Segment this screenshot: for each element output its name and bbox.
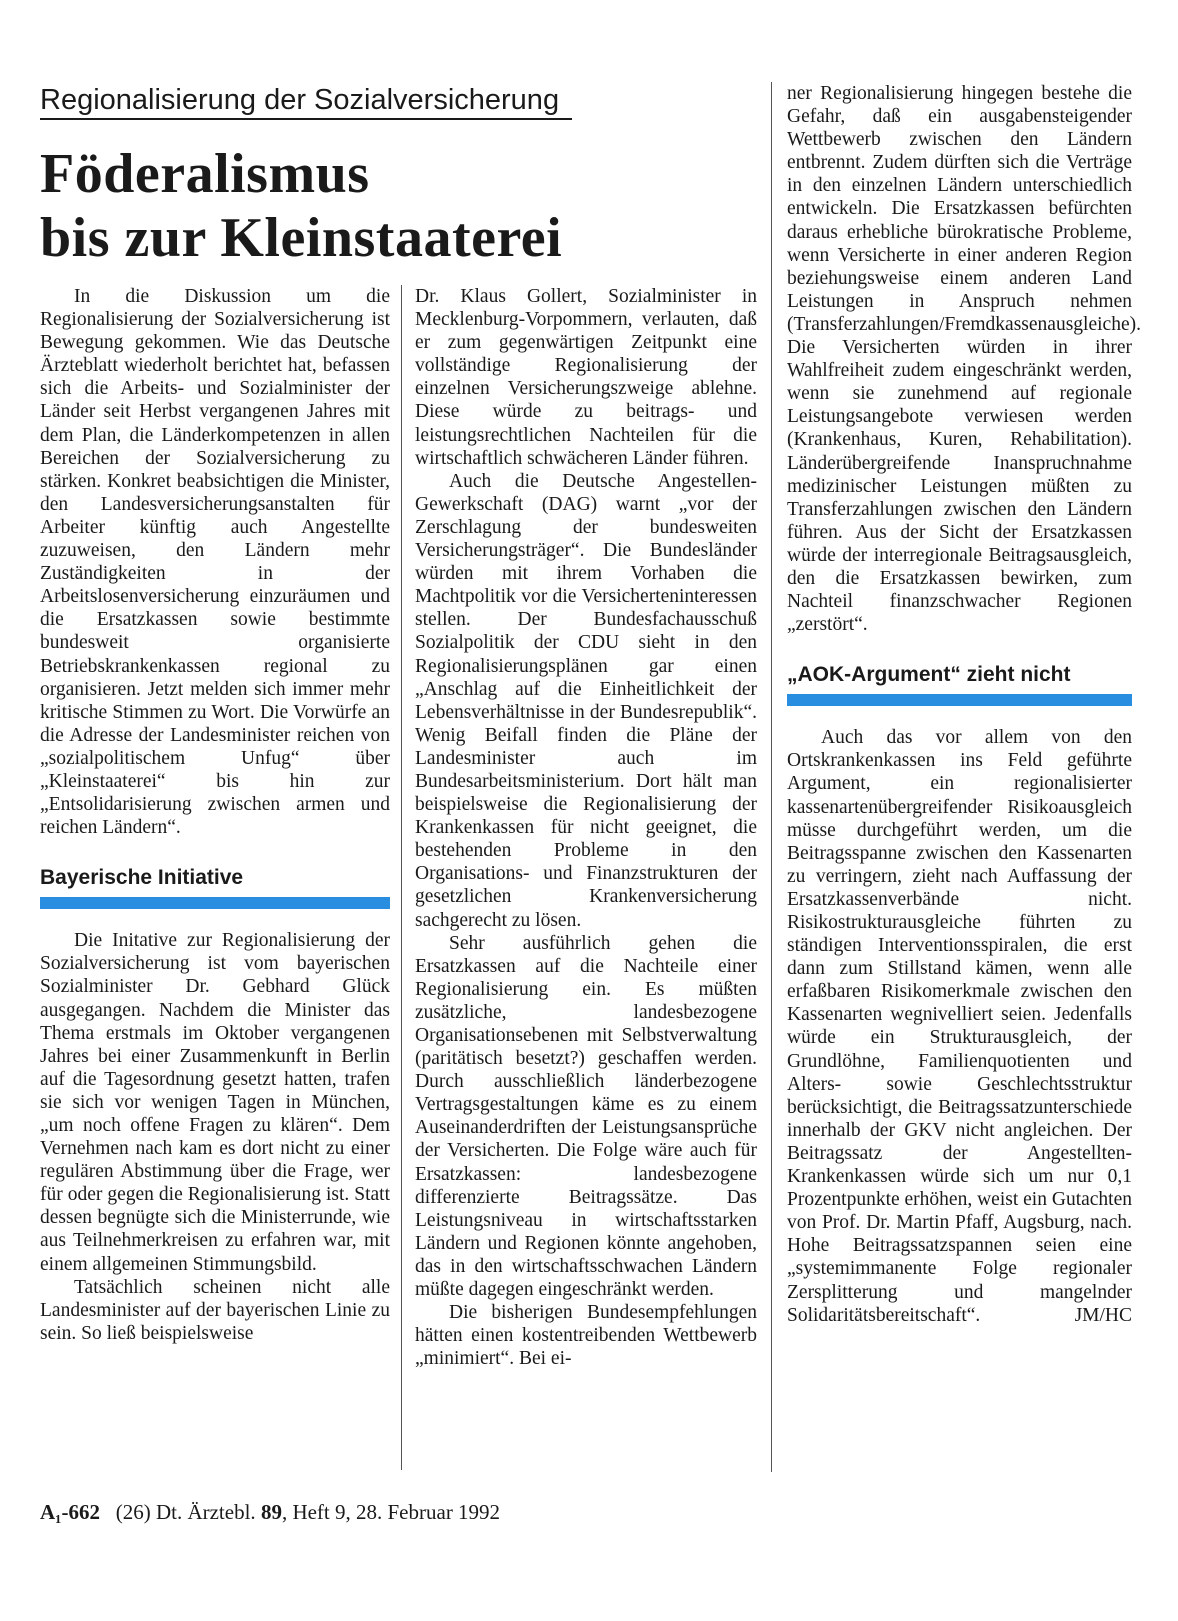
citation-prefix: (26) Dt. Ärztebl.: [115, 1500, 256, 1524]
paragraph: ner Regionalisierung hingegen bestehe die Gefahr, daß ein ausgabensteigender Wettbewerb zwischen den Ländern entbrennt. Zudem dürften sich die Verträge in den einzelnen Ländern unterschiedlich entwickeln. Die Ersatzkassen befürchten daraus erhebliche bürokratische Probleme, wenn Versicherte in einer anderen Region beziehungsweise einem anderen Land Leistungen in Anspruch nehmen (Transferzahlungen/Fremdkassenausgleiche). Die Versicherten würden in ihrer Wahlfreiheit zudem eingeschränkt werden, wenn sie zunehmend auf regionale Leistungsangebote verwiesen werden (Krankenhaus, Kuren, Rehabilitation). Länderübergreifende Inanspruchnahme medizinischer Leistungen müßten zu Transferzahlungen zwischen den Ländern führen. Aus der Sicht der Ersatzkassen würde der interregionale Beitragsausgleich, den die Ersatzkassen bewirken, zum Nachteil finanzschwacher Regionen „zerstört“.: [787, 83, 1141, 636]
subheading: Bayerische Initiative: [40, 866, 244, 890]
text-column-1: [40, 285, 390, 1345]
column-divider: [771, 82, 772, 1472]
citation-suffix: , Heft 9, 28. Februar 1992: [281, 1500, 501, 1524]
paragraph: Auch die Deutsche Angestellen-Gewerkschaft (DAG) warnt „vor der Zerschlagung der bundesweiten Versicherungsträger“. Die Bundesländer würden mit ihrem Vorhaben die Machtpolitik vor die Versicherteninteressen stellen. Der Bundesfachausschuß Sozialpolitik der CDU sieht in den Regionalisierungsplänen gar einen „Anschlag auf die Einheitlichkeit der Lebensverhältnisse in der Bundesrepublik“. Wenig Beifall finden die Pläne der Landesminister auch im Bundesarbeitsministerium. Dort hält man beispielsweise die Regionalisierung der Krankenkassen für nicht geeignet, die bestehenden Probleme in den Organisations- und Finanzstrukturen der gesetzlichen Krankenversicherung sachgerecht zu lösen.: [415, 470, 757, 931]
paragraph: [787, 726, 1132, 1326]
author-signature: JM/HC: [1074, 1304, 1132, 1326]
subheading: „AOK-Argument“ zieht nicht: [787, 663, 1071, 687]
volume-number: 89: [260, 1500, 282, 1524]
title-line-2: bis zur Kleinstaaterei: [40, 207, 563, 269]
text-column-3: [787, 82, 1141, 1327]
paragraph: Tatsächlich scheinen nicht alle Landesminister auf der bayerischen Linie zu sein. So ließ beispielsweise: [40, 1276, 390, 1344]
article-title: [40, 142, 740, 270]
article-kicker: Regionalisierung der Sozialversicherung: [40, 82, 572, 120]
page-footer: [40, 1500, 500, 1525]
title-line-1: Föderalismus: [40, 143, 370, 205]
subheading-bar: [787, 694, 1132, 706]
text-column-2: [415, 285, 757, 1370]
column-divider: [401, 285, 402, 1470]
paragraph: Die Initative zur Regionalisierung der Sozialversicherung ist vom bayerischen Sozialminister Dr. Gebhard Glück ausgegangen. Nachdem die Minister das Thema erstmals im Oktober vergangenen Jahres bei einer Zusammenkunft in Berlin auf die Tagesordnung gesetzt hatten, trafen sie sich vor wenigen Tagen in München, „um noch offene Fragen zu klären“. Dem Vernehmen nach kam es dort nicht zu einer regulären Abstimmung über die Frage, wer für oder gegen die Regionalisierung ist. Statt dessen begnügte sich die Ministerrunde, wie aus Teilnehmerkreisen zu erfahren war, mit einem allgemeinen Stimmungsbild.: [40, 930, 390, 1275]
paragraph: Sehr ausführlich gehen die Ersatzkassen auf die Nachteile einer Regionalisierung ein. Es müßten zusätzliche, landesbezogene Organisationsebenen mit Selbstverwaltung (paritätisch besetzt?) geschaffen werden. Durch ausschließlich länderbezogene Vertragsgestaltungen käme es zu einem Auseinanderdriften der Leistungsansprüche der Versicherten. Die Folge wäre auch für Ersatzkassen: landesbezogene differenzierte Beitragssätze. Das Leistungsniveau in wirtschaftsstarken Ländern und Regionen könnte angehoben, das in den wirtschaftsschwachen Ländern müßte dagegen eingeschränkt werden.: [415, 932, 757, 1301]
paragraph: In die Diskussion um die Regionalisierung der Sozialversicherung ist Bewegung gekommen. Wie das Deutsche Ärzteblatt wiederholt berichtet hat, befassen sich die Arbeits- und Sozialminister der Länder seit Herbst vergangenen Jahres mit dem Plan, die Länderkompetenzen in allen Bereichen der Sozialversicherung zu stärken. Konkret beabsichtigen die Minister, den Landesversicherungsanstalten für Arbeiter künftig auch Angestellte zuzuweisen, den Ländern mehr Zuständigkeiten in der Arbeitslosenversicherung einzuräumen und die Ersatzkassen sowie bestimmte bundesweit organisierte Betriebskrankenkassen regional zu organisieren. Jetzt melden sich immer mehr kritische Stimmen zu Wort. Die Vorwürfe an die Adresse der Landesminister reichen von „sozialpolitischem Unfug“ über „Kleinstaaterei“ bis hin zur „Entsolidarisierung zwischen armen und reichen Ländern“.: [40, 286, 390, 839]
subheading-bar: [40, 897, 390, 909]
paragraph: Dr. Klaus Gollert, Sozialminister in Mecklenburg-Vorpommern, verlauten, daß er zum gegenwärtigen Zeitpunkt eine vollständige Regionalisierung der einzelnen Versicherungszweige ablehne. Diese würde zu beitrags- und leistungsrechtlichen Nachteilen für die wirtschaftlich schwächeren Länder führen.: [415, 286, 757, 469]
paragraph-text: Auch das vor allem von den Ortskrankenkassen ins Feld geführte Argument, ein regionalisierter kassenartenübergreifender Risikoausgleich müsse durchgeführt werden, um die Beitragsspanne zwischen den Kassenarten zu verringern, zieht nach Auffassung der Ersatzkassenverbände nicht. Risikostrukturausgleiche führten zu ständigen Interventionsspiralen, die erst dann zum Stillstand kämen, wenn alle erfaßbaren Risikomerkmale zwischen den Kassenarten wegnivelliert seien. Jedenfalls würde ein Strukturausgleich, der Grundlöhne, Familienquotienten und Alters- sowie Geschlechtsstruktur berücksichtigt, die Beitragssatzunterschiede innerhalb der GKV nicht angleichen. Der Beitragssatz der Angestellten-Krankenkassen würde sich um nur 0,1 Prozentpunkte erhöhen, weist ein Gutachten von Prof. Dr. Martin Pfaff, Augsburg, nach. Hohe Beitragssatzspannen seien eine „systemimmanente Folge regionaler Zersplitterung und mangelnder Solidaritätsbereitschaft“.: [787, 727, 1132, 1326]
paragraph: Die bisherigen Bundesempfehlungen hätten einen kostentreibenden Wettbewerb „minimiert“. Bei ei-: [415, 1302, 757, 1370]
page-number: A₁-662: [40, 1500, 100, 1524]
